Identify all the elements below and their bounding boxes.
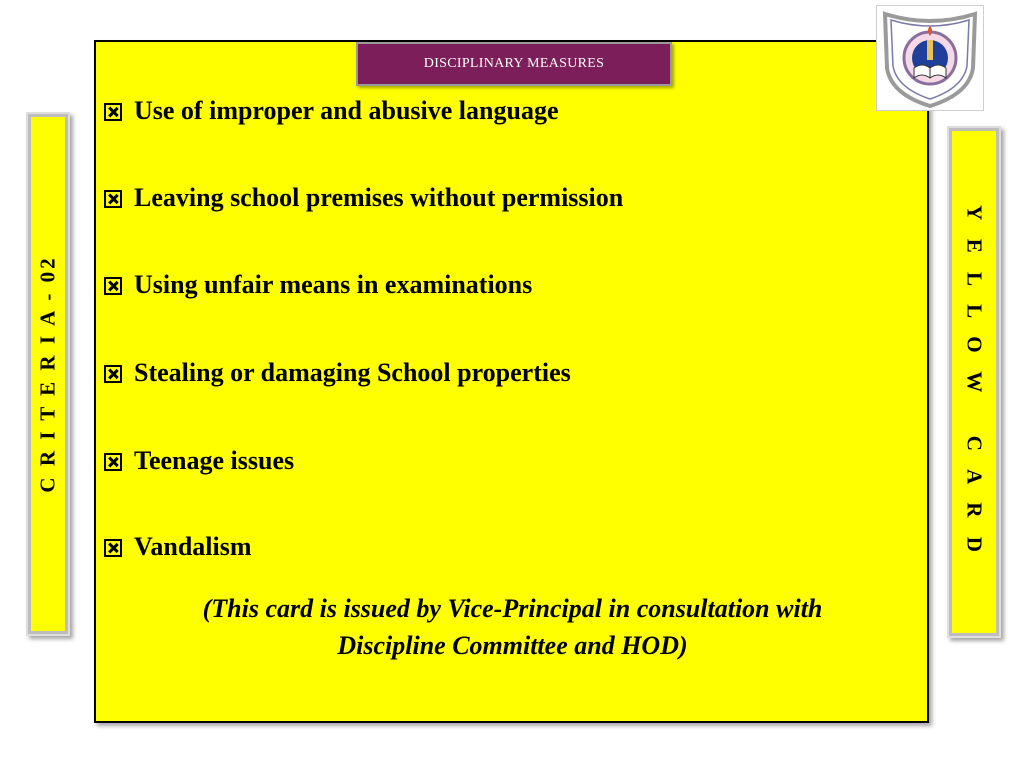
cross-box-icon bbox=[104, 103, 122, 121]
cross-box-icon bbox=[104, 453, 122, 471]
school-crest-icon bbox=[876, 5, 984, 111]
cross-box-icon bbox=[104, 539, 122, 557]
note-line-2: Discipline Committee and HOD) bbox=[337, 631, 688, 660]
list-item bbox=[104, 532, 252, 562]
yellow-card-banner bbox=[947, 126, 1001, 638]
measure-text: Using unfair means in examinations bbox=[134, 270, 533, 299]
page-title: DISCIPLINARY MEASURES bbox=[423, 56, 605, 71]
measure-text: Leaving school premises without permission bbox=[134, 183, 624, 212]
note-line-1: (This card is issued by Vice-Principal in consultation with bbox=[202, 594, 823, 623]
list-item bbox=[104, 96, 558, 126]
cross-box-icon bbox=[104, 277, 122, 295]
yellow-card-label: Y E L L O W C A R D bbox=[962, 205, 987, 559]
issuance-note bbox=[100, 590, 925, 664]
measure-text: Vandalism bbox=[134, 532, 252, 561]
list-item bbox=[104, 270, 532, 300]
measure-text: Stealing or damaging School properties bbox=[134, 358, 571, 387]
list-item bbox=[104, 358, 571, 388]
cross-box-icon bbox=[104, 190, 122, 208]
cross-box-icon bbox=[104, 365, 122, 383]
measure-text: Teenage issues bbox=[134, 446, 295, 475]
measure-text: Use of improper and abusive language bbox=[134, 96, 559, 125]
title-tab bbox=[356, 42, 672, 86]
criteria-label: C R I T E R I A - 02 bbox=[35, 255, 60, 493]
criteria-banner bbox=[26, 112, 70, 636]
list-item bbox=[104, 446, 294, 476]
list-item bbox=[104, 183, 623, 213]
